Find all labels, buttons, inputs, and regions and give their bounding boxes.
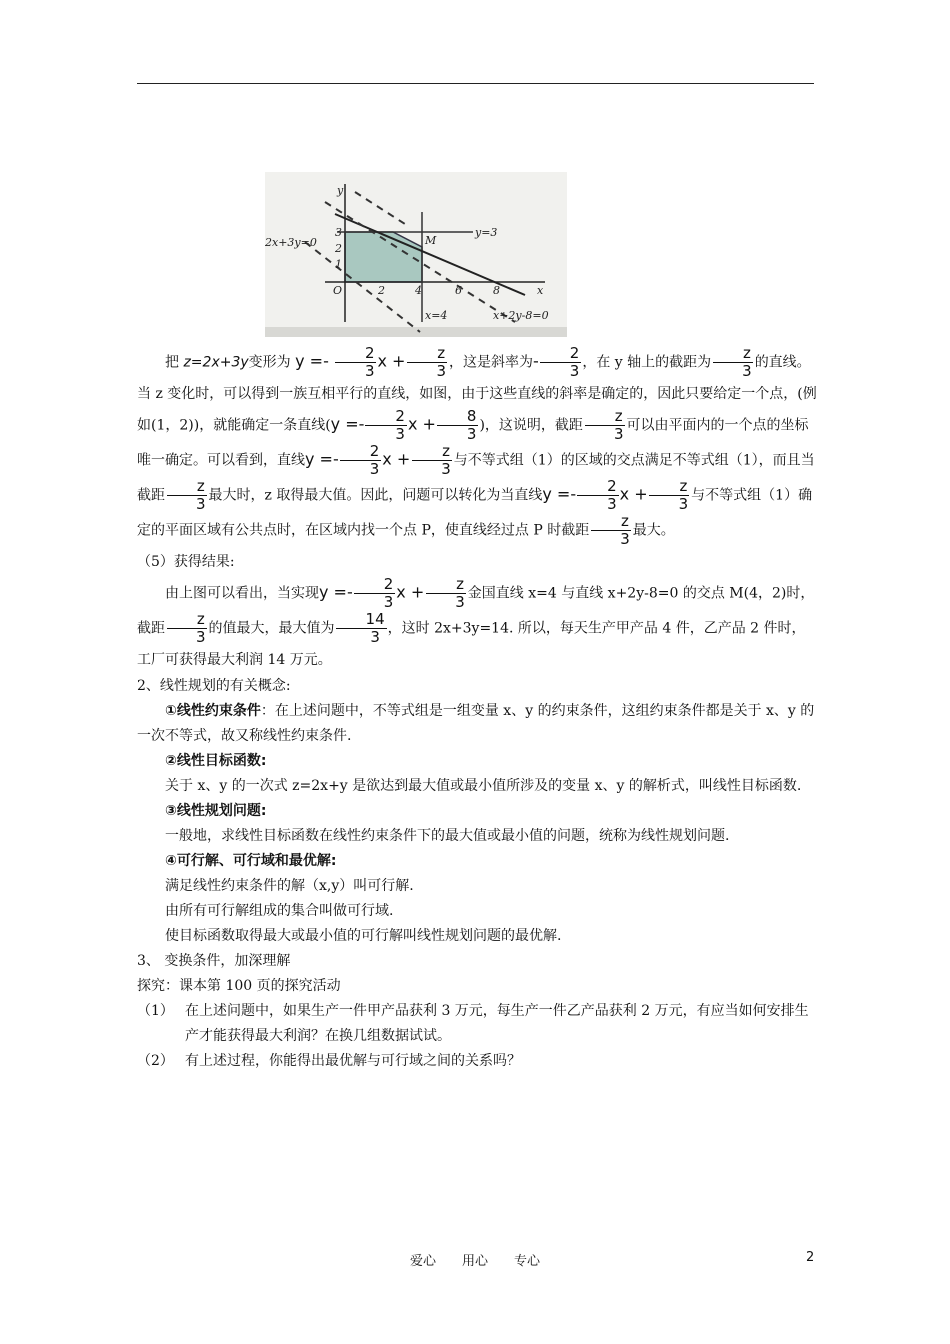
fraction-z-3: $\frac{z}{3}$ <box>406 345 448 380</box>
body-text <box>137 345 817 1074</box>
math-y: y =- <box>295 351 334 371</box>
question-1: （1） 在上述问题中，如果生产一件甲产品获利 3 万元，每生产一件乙产品获利 2 万元，有应当如何安排生产才能获得最大利润？在换几组数据试试。 <box>137 1003 809 1044</box>
concept-4-line-2: 由所有可行解组成的集合叫做可行域. <box>165 903 394 919</box>
paragraph-transform: 把 z=2x+3y变形为 y =- $\frac{2}{3}$ x + $\frac{z}{3}$ ，这是斜率为- $\frac{2}{3}$ ，在 y 轴上的截距为 $\frac{z}{3}$ 的直线。当 z 变化时，可以得到一族互相平行的直线，如图，由于这些直线的斜率是确定的，因此只要给定一个点，(例如(1，2))，就能确定一条直线(y =- $\frac{2}{3}$ x + $\frac{8}{3}$ )，这说明，截距 $\frac{z}{3}$ 可以由平面内的一个点的坐标唯一确定。可以看到，直线y =- $\frac{2}{3}$ x + $\frac{z}{3}$ 与不等式组（1）的区域的交点满足不等式组（1），而且当截距 $\frac{z}{3}$ 最大时，z 取得最大值。因此，问题可以转化为当直线y =- $\frac{2}{3}$ x + $\frac{z}{3}$ 与不等式组（1）确定的平面区域有公共点时，在区域内找一个点 P，使直线经过点 P 时截距 $\frac{z}{3}$ 最大。 <box>137 344 817 548</box>
fraction-2-3: $\frac{2}{3}$ <box>577 478 619 513</box>
section-2 <box>137 674 817 949</box>
label-x4: x=4 <box>425 309 448 322</box>
tick-x-6: 6 <box>455 284 462 297</box>
paragraph-result: 由上图可以看出，当实现y =- $\frac{2}{3}$ x + $\frac{z}{3}$ 金国直线 x=4 与直线 x+2y-8=0 的交点 M(4，2)时，截距 $\frac{z}{3}$ 的值最大，最大值为 $\frac{14}{3}$ ，这时 2x+3y=14. 所以，每天生产甲产品 4 件，乙产品 2 件时，工厂可获得最大利润 14 万元。 <box>137 575 815 668</box>
fraction-z-3: $\frac{z}{3}$ <box>166 611 208 646</box>
fraction-2-3: $\frac{2}{3}$ <box>540 345 582 380</box>
fraction-z-3: $\frac{z}{3}$ <box>649 478 691 513</box>
tick-y-2: 2 <box>335 242 342 255</box>
y-axis-label: y <box>337 184 344 197</box>
section-2-title: 2、线性规划的有关概念: <box>137 678 291 694</box>
feasible-region-figure <box>265 172 567 337</box>
tick-x-4: 4 <box>415 284 422 297</box>
label-2x3y: 2x+3y=0 <box>265 236 317 249</box>
origin-label: O <box>333 284 343 297</box>
concept-2-title: ②线性目标函数: <box>165 753 267 769</box>
tick-x-2: 2 <box>378 284 385 297</box>
section-3-title: 3、 变换条件，加深理解 <box>137 953 291 969</box>
fraction-2-3: $\frac{2}{3}$ <box>340 443 382 478</box>
page-number: 2 <box>806 1250 815 1265</box>
fraction-2-3: $\frac{2}{3}$ <box>335 345 377 380</box>
fraction-z-3: $\frac{z}{3}$ <box>584 408 626 443</box>
fraction-z-3: $\frac{z}{3}$ <box>411 443 453 478</box>
concept-4-title: ④可行解、可行域和最优解: <box>165 853 337 869</box>
tick-y-3: 3 <box>335 226 342 239</box>
concept-1: ①线性约束条件：在上述问题中，不等式组是一组变量 x、y 的约束条件，这组约束条件都是关于 x、y 的一次不等式，故又称线性约束条件. <box>137 703 815 744</box>
question-2: （2） 有上述过程，你能得出最优解与可行域之间的关系吗？ <box>137 1053 521 1069</box>
fraction-14-3: $\frac{14}{3}$ <box>336 611 387 646</box>
result-heading: （5）获得结果: <box>137 554 235 570</box>
fraction-z-3: $\frac{z}{3}$ <box>712 345 754 380</box>
explore-line: 探究：课本第 100 页的探究活动 <box>137 978 341 994</box>
section-3 <box>137 949 817 1074</box>
x-axis-label: x <box>537 284 544 297</box>
fraction-z-3: $\frac{z}{3}$ <box>166 478 208 513</box>
concept-3-title: ③线性规划问题: <box>165 803 267 819</box>
header-rule <box>137 83 814 84</box>
fraction-z-3: $\frac{z}{3}$ <box>425 576 467 611</box>
objective-expr: z=2x+3y <box>183 354 249 371</box>
concept-4-line-1: 满足线性约束条件的解（x,y）叫可行解. <box>165 878 414 894</box>
fraction-z-3: $\frac{z}{3}$ <box>590 513 632 548</box>
tick-x-8: 8 <box>493 284 500 297</box>
concept-4-line-3: 使目标函数取得最大或最小值的可行解叫线性规划问题的最优解. <box>165 928 562 944</box>
fraction-2-3: $\frac{2}{3}$ <box>354 576 396 611</box>
label-point-m: M <box>425 234 437 247</box>
footer-motto: 爱心 用心 专心 <box>410 1254 541 1269</box>
fraction-8-3: $\frac{8}{3}$ <box>437 408 479 443</box>
label-y3: y=3 <box>475 226 498 239</box>
concept-2-text: 关于 x、y 的一次式 z=2x+y 是欲达到最大值或最小值所涉及的变量 x、y 的解析式，叫线性目标函数. <box>165 778 802 794</box>
fraction-2-3: $\frac{2}{3}$ <box>365 408 407 443</box>
tick-y-1: 1 <box>335 258 342 271</box>
label-x2y8: x+2y-8=0 <box>493 309 549 322</box>
concept-3-text: 一般地，求线性目标函数在线性约束条件下的最大值或最小值的问题，统称为线性规划问题. <box>165 828 730 844</box>
